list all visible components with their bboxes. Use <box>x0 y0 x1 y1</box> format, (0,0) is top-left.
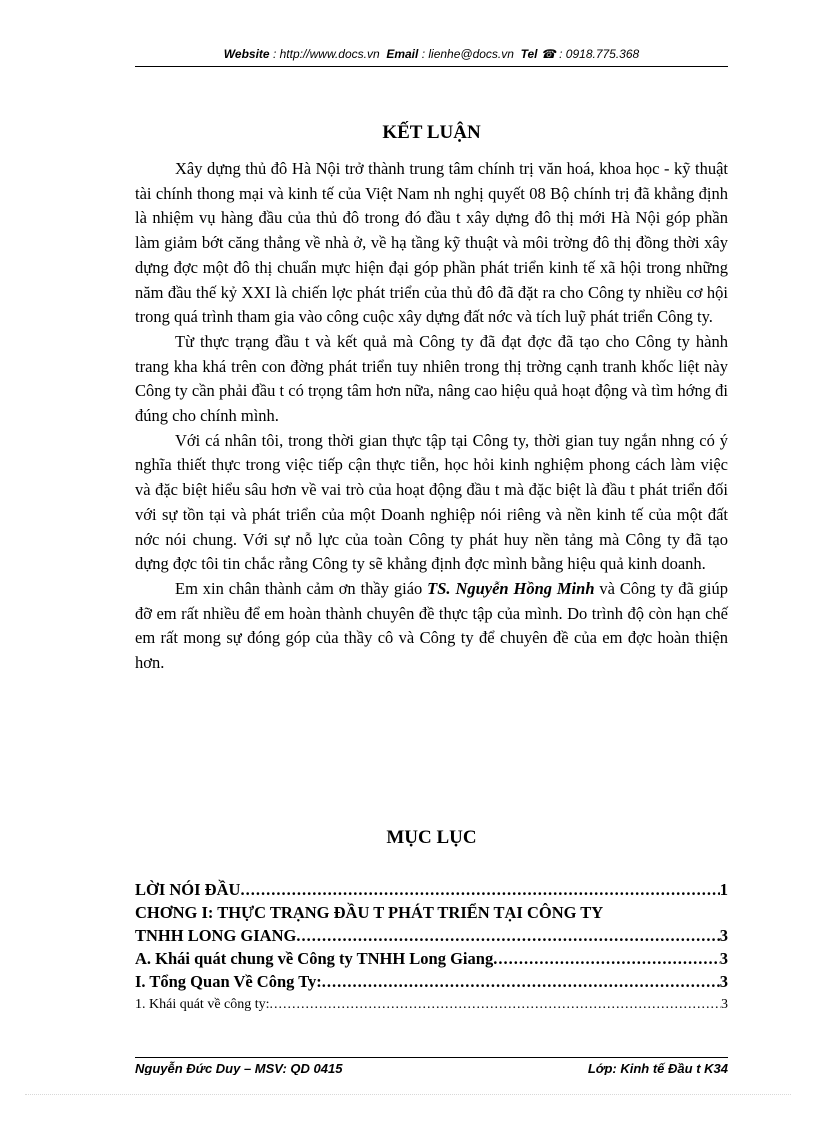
email-label: Email <box>386 47 419 61</box>
toc-page-number: 3 <box>719 949 728 968</box>
toc-entry-chapter-1-title[interactable]: CHƠNG I: THỰC TRẠNG ĐẦU T PHÁT TRIỂN TẠI CÔNG TY <box>135 903 604 922</box>
paragraph-2: Từ thực trạng đầu t và kết quả mà Công ty đã đạt đợc đã tạo cho Công ty hành trang kha khá trên con đờng phát triển tuy nhiên trong thị trờng cạnh tranh khốc liệt này Công ty cần phải đầu t có trọng tâm hơn nữa, nâng cao hiệu quả hoạt động và tìm hớng đi đúng cho chính mình. <box>135 331 728 426</box>
toc-leader-dots <box>493 947 720 970</box>
toc-leader-dots <box>296 924 719 947</box>
conclusion-title: KẾT LUẬN <box>382 122 481 143</box>
toc-entry-preface[interactable] <box>135 878 728 901</box>
toc-leader-dots <box>322 970 720 993</box>
toc-page-number: 3 <box>719 972 728 991</box>
paragraph-4-rest: và Công ty đã giúp đỡ em rất nhiều để em hoàn thành chuyên đề thực tập của mình. Do trình độ còn hạn chế em rất mong sự đóng góp của thầy cô và Công ty để chuyên đề của em đợc hoàn thiện hơn. <box>135 578 729 673</box>
toc-page-number: 3 <box>721 997 728 1012</box>
header-divider <box>135 66 728 67</box>
table-of-contents <box>135 878 728 1016</box>
toc-entry-label: LỜI NÓI ĐẦU <box>135 880 241 899</box>
toc-leader-dots <box>240 878 719 901</box>
paragraph-4-intro: Em xin chân thành cảm ơn thầy giáo <box>175 578 423 598</box>
email-address[interactable]: : lienhe@docs.vn <box>421 47 514 61</box>
website-label: Website <box>223 47 270 61</box>
toc-entry-section-a[interactable] <box>135 947 728 970</box>
toc-entry-label: 1. Khái quát về công ty: <box>135 997 270 1012</box>
page-header <box>135 47 728 61</box>
phone-number: ☎ : 0918.775.368 <box>540 47 640 61</box>
toc-entry-label: A. Khái quát chung về Công ty TNHH Long Giang <box>135 949 494 968</box>
toc-entry-label: I. Tổng Quan Về Công Ty: <box>135 972 322 991</box>
tel-label: Tel <box>520 47 538 61</box>
toc-entry-section-i[interactable] <box>135 970 728 993</box>
toc-title: MỤC LỤC <box>386 827 477 848</box>
toc-entry-chapter-1[interactable] <box>135 924 728 947</box>
footer-class: Lớp: Kinh tế Đầu t K34 <box>587 1061 728 1075</box>
footer-divider <box>135 1057 728 1058</box>
paragraph-3: Với cá nhân tôi, trong thời gian thực tập tại Công ty, thời gian tuy ngắn nhng có ý nghĩa thiết thực trong việc tiếp cận thực tiễn, học hỏi kinh nghiệm phong cách làm việc và đặc biệt hiểu sâu hơn về vai trò của hoạt động đầu t mà đặc biệt là đầu t phát triển đối với sự tồn tại và phát triển của một Doanh nghiệp nói riêng và nền kinh tế của một đất nớc nói chung. Với sự nỗ lực của toàn Công ty phát huy nền tảng mà Công ty đã tạo dựng đợc tôi tin chắc rằng Công ty sẽ khẳng định đợc mình bằng hiệu quả kinh doanh. <box>135 430 728 574</box>
paragraph-4 <box>135 577 728 676</box>
toc-page-number: 1 <box>719 880 728 899</box>
website-url[interactable]: : http://www.docs.vn <box>272 47 380 61</box>
toc-entry-label: TNHH LONG GIANG <box>135 926 297 945</box>
footer-author: Nguyễn Đức Duy – MSV: QD 0415 <box>135 1061 343 1075</box>
toc-entry-subsection-1[interactable] <box>135 993 728 1016</box>
page-footer <box>135 1061 728 1075</box>
toc-leader-dots <box>270 993 721 1016</box>
supervisor-name: TS. Nguyễn Hồng Minh <box>427 578 595 598</box>
conclusion-body <box>135 157 728 676</box>
paragraph-1: Xây dựng thủ đô Hà Nội trở thành trung tâm chính trị văn hoá, khoa học - kỹ thuật tài chính thong mại và kinh tế của Việt Nam nh nghị quyết 08 Bộ chính trị đã khẳng định là nhiệm vụ hàng đầu của thủ đô trong đó đầu t xây dựng đô thị mới Hà Nội góp phần làm giảm bớt căng thẳng về nhà ở, về hạ tầng kỹ thuật và môi trờng đô thị đồng thời xây dựng đợc một đô thị chuẩn mực hiện đại góp phần phát triển kinh tế xã hội trong những năm đầu thế kỷ XXI là chiến lợc phát triển của thủ đô đã đặt ra cho Công ty nhiều cơ hội trong quá trình tham gia vào công cuộc xây dựng đất nớc và tích luỹ phát triển Công ty. <box>135 159 728 327</box>
page-boundary <box>25 1094 791 1095</box>
toc-page-number: 3 <box>719 926 728 945</box>
